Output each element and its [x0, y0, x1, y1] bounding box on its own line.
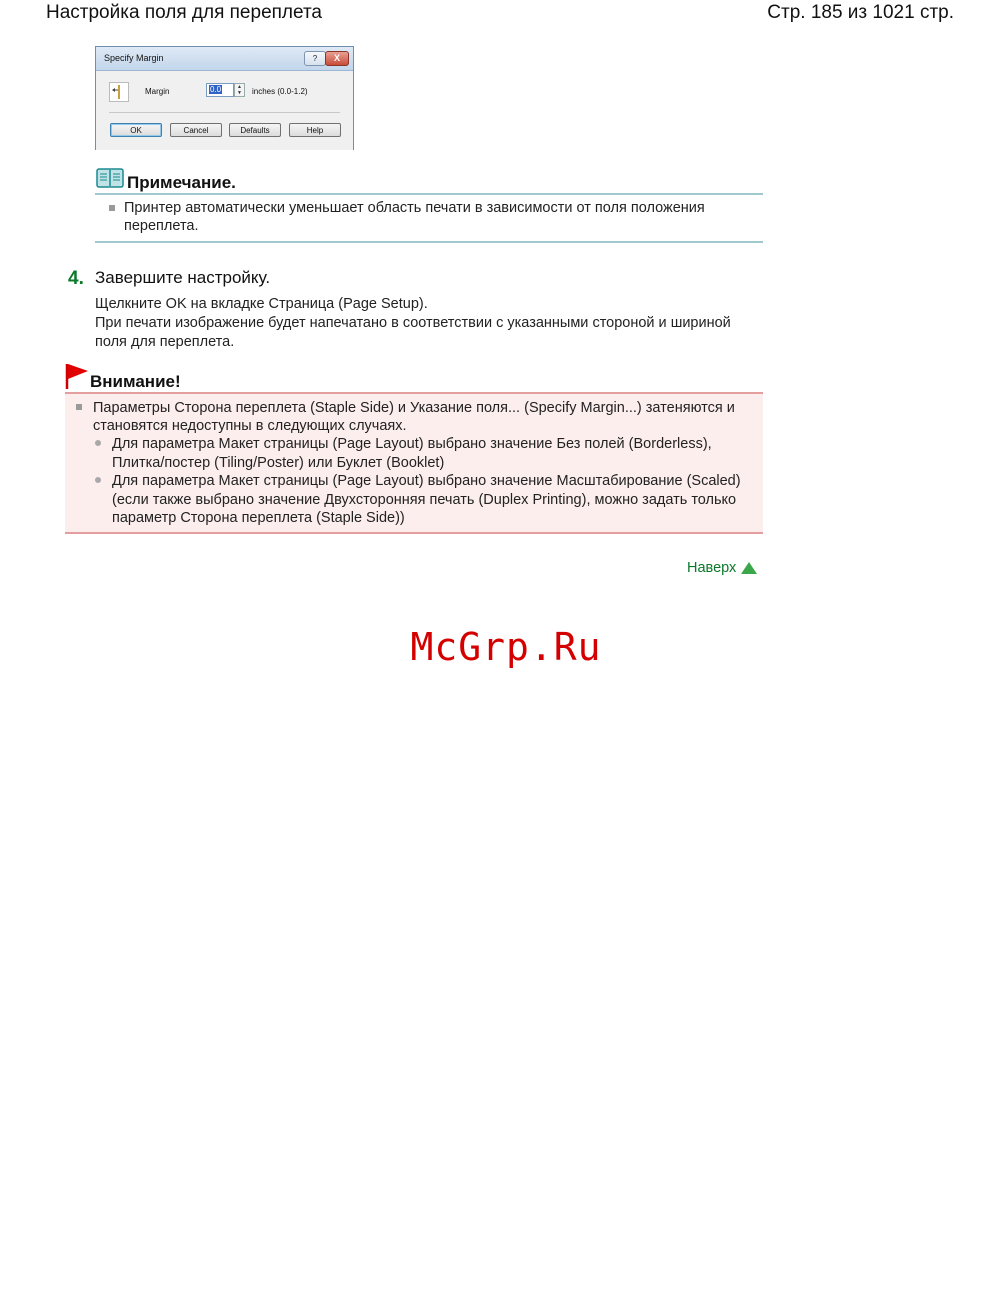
attention-item: Для параметра Макет страницы (Page Layout) выбрано значение Масштабирование (Scaled) (если также выбрано значение Двухсторонняя печать (Duplex Printing), можно задать только параметр Сторона переплета (Staple Side)) — [112, 473, 741, 526]
step-instruction: Щелкните OK на вкладке Страница (Page Setup). — [95, 296, 428, 312]
attention-item: Для параметра Макет страницы (Page Layout) выбрано значение Без полей (Borderless), Плитка/постер (Tiling/Poster) или Буклет (Booklet) — [112, 436, 712, 471]
dialog-title: Specify Margin — [104, 53, 164, 63]
margin-value: 0.0 — [210, 85, 222, 94]
dialog-body — [96, 71, 353, 150]
margin-spinner[interactable]: ▲ ▼ — [234, 83, 245, 97]
margin-icon — [109, 82, 129, 102]
note-divider-bottom — [95, 241, 763, 243]
note-divider-top — [95, 193, 763, 195]
step-number: 4. — [68, 268, 84, 289]
attention-divider-top — [65, 392, 763, 394]
page-title: Настройка поля для переплета — [46, 2, 323, 23]
note-text: Принтер автоматически уменьшает область печати в зависимости от поля положения переплета. — [124, 200, 705, 234]
step-description: При печати изображение будет напечатано в соответствии с указанными стороной и шириной поля для переплета. — [95, 315, 731, 350]
note-heading: Примечание. — [127, 173, 236, 192]
help-button[interactable]: Help — [289, 123, 341, 137]
attention-sub-bullet — [95, 440, 101, 446]
note-bullet — [109, 205, 115, 211]
attention-heading: Внимание! — [90, 372, 181, 391]
step-title: Завершите настройку. — [95, 268, 271, 287]
ok-button[interactable]: OK — [110, 123, 162, 137]
margin-label: Margin — [145, 87, 170, 96]
attention-bullet — [76, 404, 82, 410]
dialog-help-icon[interactable]: ? — [304, 51, 326, 66]
up-arrow-icon[interactable] — [740, 561, 758, 575]
attention-sub-bullet — [95, 477, 101, 483]
back-to-top-link[interactable]: Наверх — [687, 560, 737, 576]
attention-text: Параметры Сторона переплета (Staple Side) и Указание поля... (Specify Margin...) затеняются и становятся недоступны в следующих случаях. — [93, 400, 735, 434]
page-counter: Стр. 185 из 1021 стр. — [767, 2, 954, 23]
defaults-button[interactable]: Defaults — [229, 123, 281, 137]
dialog-separator — [109, 112, 340, 113]
margin-units: inches (0.0-1.2) — [252, 87, 308, 96]
red-flag-icon — [64, 362, 90, 390]
cancel-button[interactable]: Cancel — [170, 123, 222, 137]
margin-input[interactable] — [206, 83, 234, 97]
dialog-close-icon[interactable]: X — [325, 51, 349, 66]
book-icon — [96, 168, 124, 188]
dialog-titlebar — [96, 47, 353, 71]
specify-margin-dialog — [95, 46, 354, 150]
watermark: McGrp.Ru — [410, 625, 602, 669]
attention-divider-bottom — [65, 532, 763, 534]
